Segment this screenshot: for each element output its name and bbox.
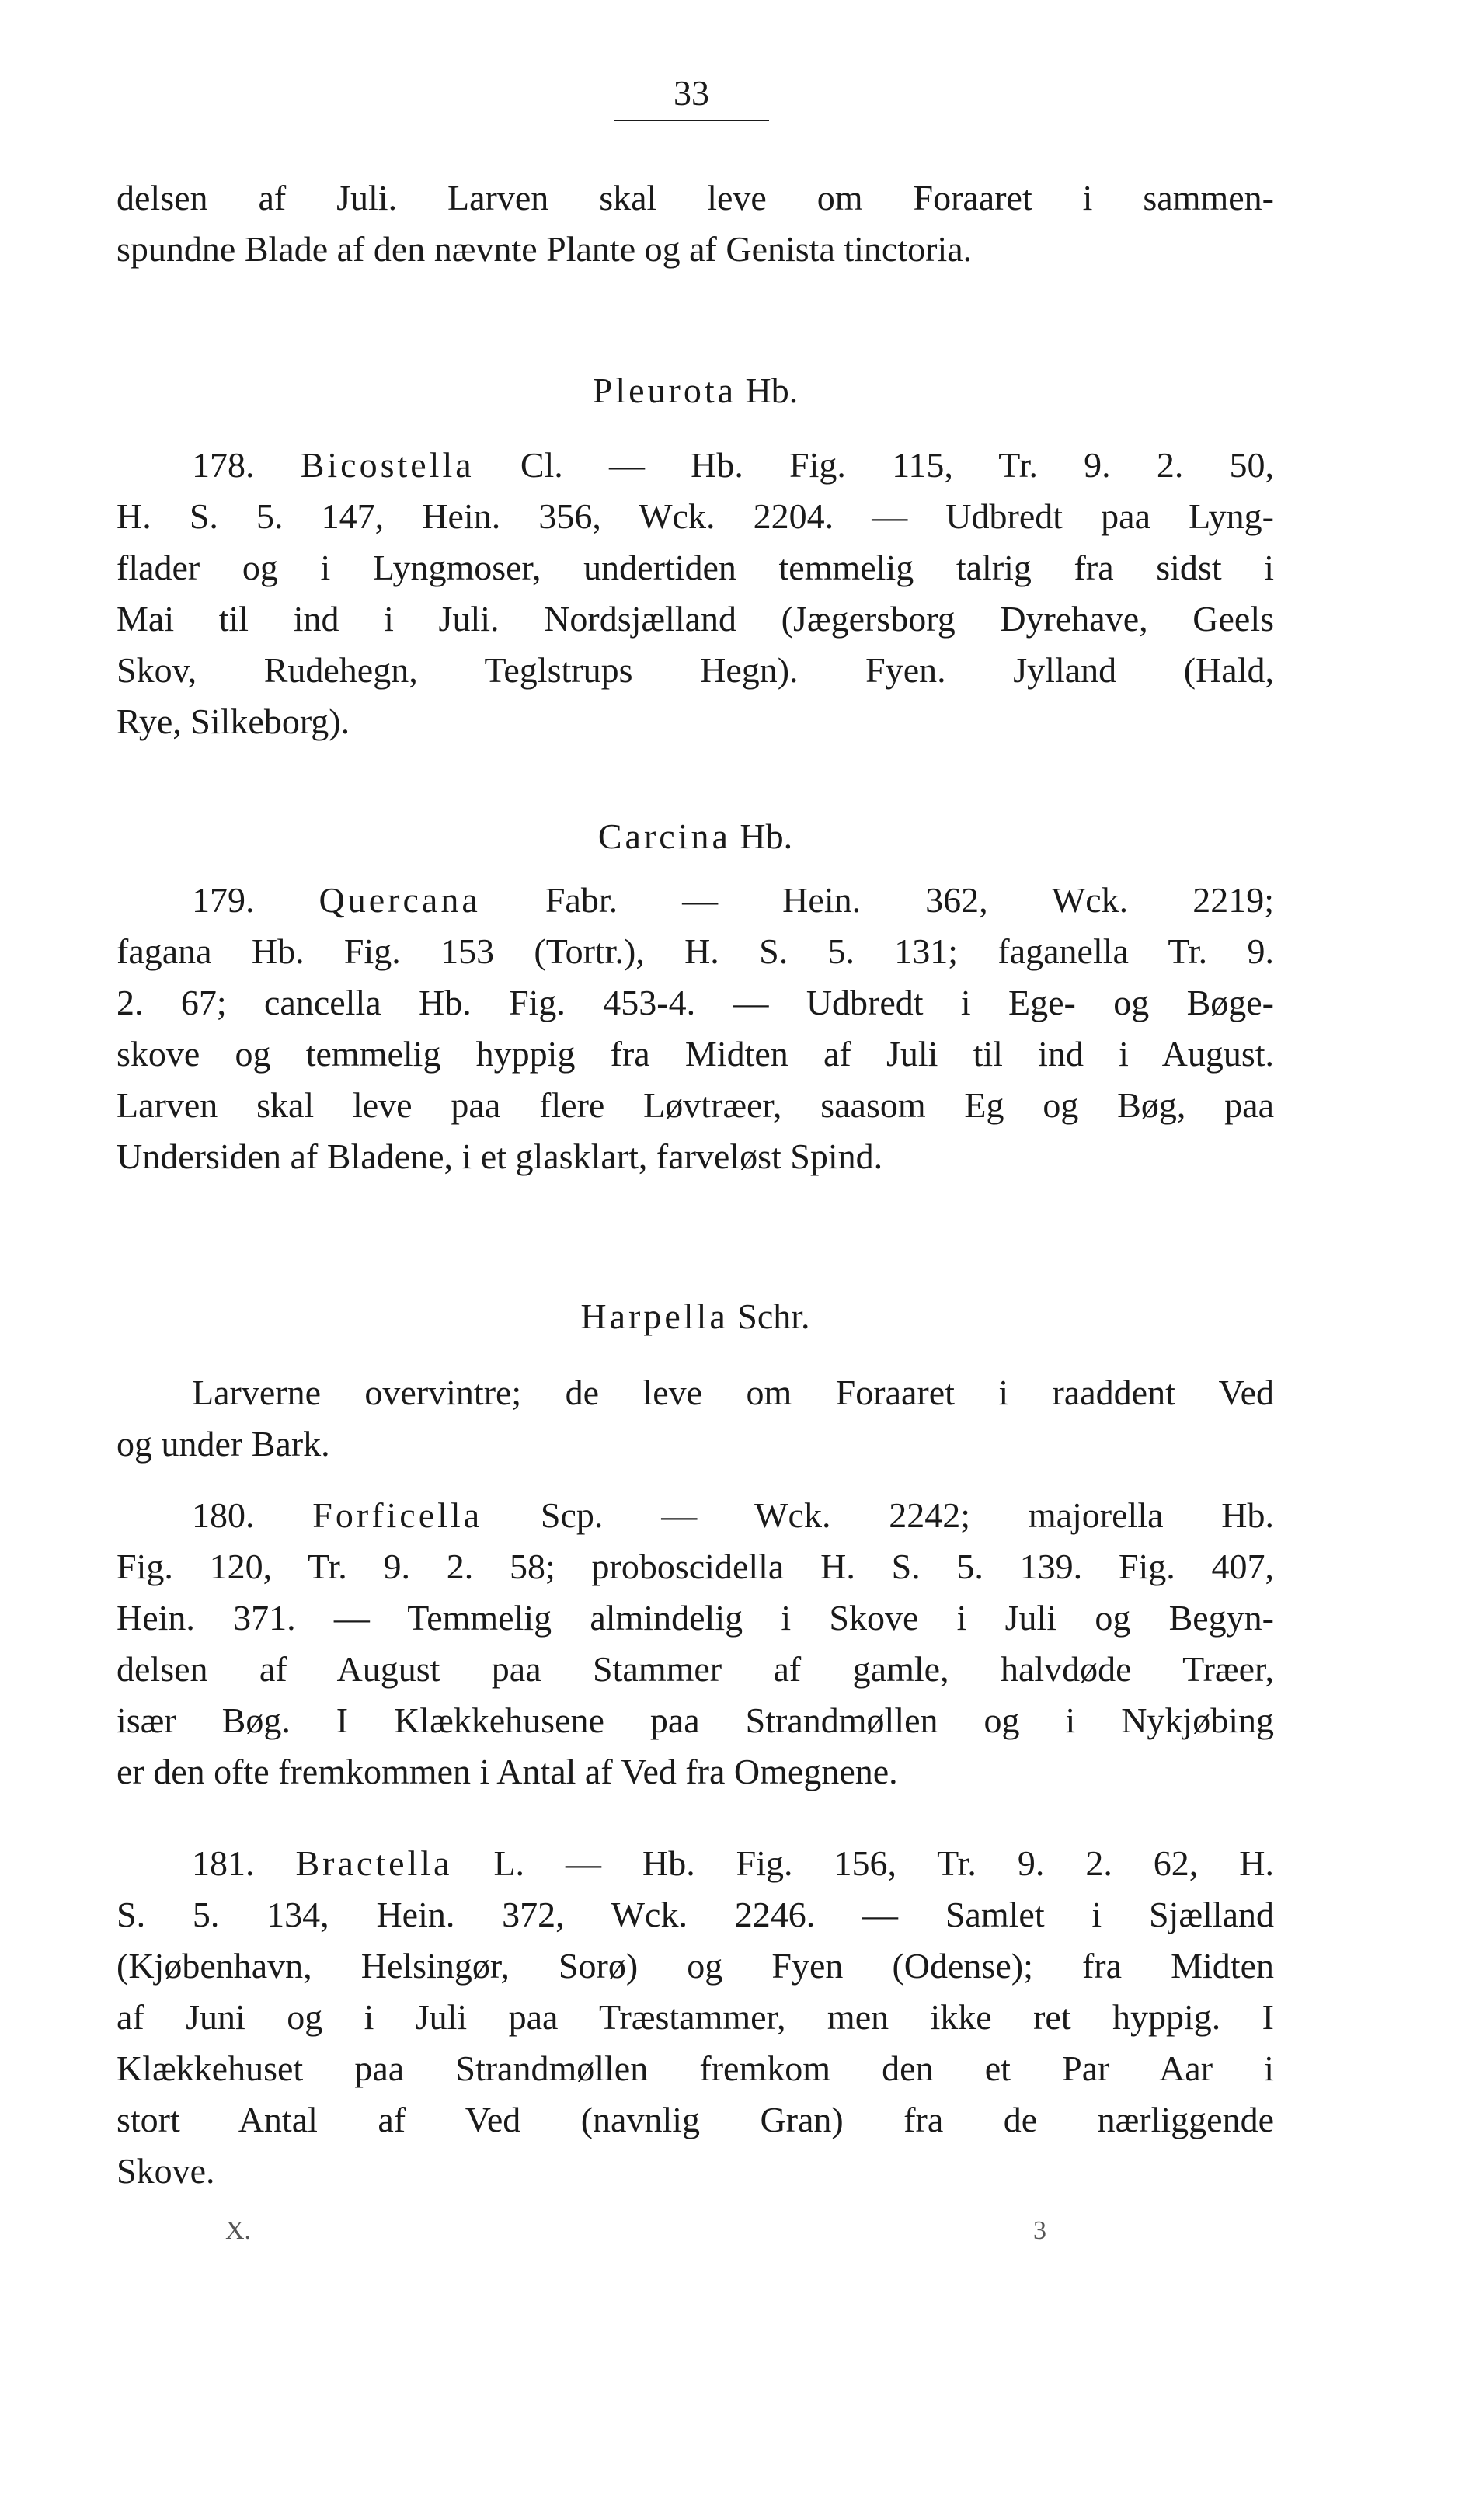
entry-181-first-line [192, 1838, 1274, 1889]
text-line: stort Antal af Ved (navnlig Gran) fra de nærliggende [117, 2100, 1274, 2139]
entry-text: L. — Hb. Fig. 156, Tr. 9. 2. 62, H. [493, 1843, 1274, 1883]
genus-heading-harpella [117, 1291, 1274, 1342]
entry-179-first-line [192, 875, 1274, 926]
entry-number: 181. [192, 1843, 255, 1883]
signature-mark-right: 3 [1033, 2216, 1046, 2245]
text-line: delsen af August paa Stammer af gamle, halvdøde Træer, [117, 1649, 1274, 1689]
entry-number: 179. [192, 880, 255, 920]
page-number-rule [614, 120, 769, 121]
genus-author: Schr. [737, 1297, 810, 1336]
species-name: Bractella [295, 1843, 453, 1883]
text-line: skove og temmelig hyppig fra Midten af Juli til ind i August. [117, 1034, 1274, 1074]
text-line: Skov, Rudehegn, Teglstrups Hegn). Fyen. Jylland (Hald, [117, 650, 1274, 690]
species-name: Bicostella [300, 445, 475, 485]
text-line: Fig. 120, Tr. 9. 2. 58; proboscidella H. S. 5. 139. Fig. 407, [117, 1547, 1274, 1586]
text-line: er den ofte fremkommen i Antal af Ved fra Omegnene. [117, 1752, 898, 1791]
text-line: spundne Blade af den nævnte Plante og af Genista tinctoria. [117, 229, 973, 269]
genus-name: Carcina [597, 816, 731, 856]
text-line: fagana Hb. Fig. 153 (Tortr.), H. S. 5. 131; faganella Tr. 9. [117, 931, 1274, 971]
species-name: Quercana [319, 880, 481, 920]
text-line: 2. 67; cancella Hb. Fig. 453-4. — Udbredt i Ege- og Bøge- [117, 983, 1274, 1022]
text-line: Larven skal leve paa flere Løvtræer, saasom Eg og Bøg, paa [117, 1085, 1274, 1125]
genus-name: Harpella [580, 1297, 729, 1336]
text-line: Hein. 371. — Temmelig almindelig i Skove i Juli og Begyn- [117, 1598, 1274, 1638]
genus-author: Hb. [745, 371, 799, 410]
genus-heading-carcina [117, 811, 1274, 862]
genus-heading-pleurota [117, 365, 1274, 416]
text-line: (Kjøbenhavn, Helsingør, Sorø) og Fyen (Odense); fra Midten [117, 1946, 1274, 1986]
entry-text: Scp. — Wck. 2242; majorella Hb. [540, 1495, 1275, 1535]
text-line: flader og i Lyngmoser, undertiden temmelig talrig fra sidst i [117, 548, 1274, 587]
signature-mark-left: X. [225, 2216, 252, 2245]
entry-number: 180. [192, 1495, 255, 1535]
text-line: Undersiden af Bladene, i et glasklart, farveløst Spind. [117, 1136, 883, 1176]
entry-text: Cl. — Hb. Fig. 115, Tr. 9. 2. 50, [520, 445, 1275, 485]
entry-text: Fabr. — Hein. 362, Wck. 2219; [545, 880, 1275, 920]
text-line: af Juni og i Juli paa Træstammer, men ikke ret hyppig. I [117, 1997, 1274, 2037]
entry-180-first-line [192, 1490, 1274, 1541]
genus-author: Hb. [740, 816, 793, 856]
text-line: H. S. 5. 147, Hein. 356, Wck. 2204. — Udbredt paa Lyng- [117, 496, 1274, 536]
text-line: Skove. [117, 2151, 215, 2191]
entry-number: 178. [192, 445, 255, 485]
species-name: Forficella [312, 1495, 483, 1535]
text-line: og under Bark. [117, 1424, 330, 1464]
text-line: delsen af Juli. Larven skal leve om Foraaret i sammen- [117, 178, 1274, 218]
text-line: Rye, Silkeborg). [117, 701, 350, 741]
text-line: Klækkehuset paa Strandmøllen fremkom den et Par Aar i [117, 2048, 1274, 2088]
text-line: Mai til ind i Juli. Nordsjælland (Jægersborg Dyrehave, Geels [117, 599, 1274, 639]
text-line: Larverne overvintre; de leve om Foraaret i raaddent Ved [192, 1373, 1274, 1412]
genus-name: Pleurota [592, 371, 737, 410]
text-line: S. 5. 134, Hein. 372, Wck. 2246. — Samlet i Sjælland [117, 1895, 1274, 1934]
page-number: 33 [674, 73, 709, 113]
text-line: især Bøg. I Klækkehusene paa Strandmøllen og i Nykjøbing [117, 1700, 1274, 1740]
entry-178-first-line [192, 440, 1274, 491]
